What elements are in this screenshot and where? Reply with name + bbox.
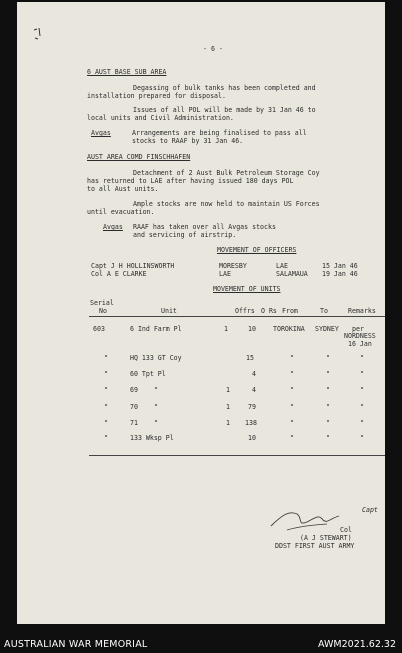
cell-ors: 15 bbox=[246, 354, 254, 362]
cell-remarks: 16 Jan bbox=[348, 340, 372, 348]
cell-remarks: " bbox=[360, 370, 364, 378]
paragraph-line: has returned to LAE after having issued 180 days POL bbox=[87, 177, 294, 185]
paragraph-line: stocks to RAAF by 31 Jan 46. bbox=[132, 137, 244, 145]
cell-from: " bbox=[290, 386, 294, 394]
cell-remarks: per bbox=[352, 325, 364, 333]
signatory-name: (A J STEWART) bbox=[300, 534, 352, 542]
officer-name: Capt J H HOLLINSWORTH bbox=[91, 262, 175, 270]
col-remarks: Remarks bbox=[348, 307, 376, 315]
cell-from: " bbox=[290, 354, 294, 362]
cell-offrs: 1 bbox=[224, 325, 228, 333]
officer-date: 15 Jan 46 bbox=[322, 262, 358, 270]
cell-from: " bbox=[290, 403, 294, 411]
paragraph-line: RAAF has taken over all Avgas stocks bbox=[133, 223, 276, 231]
col-serial-no: No bbox=[99, 307, 107, 315]
footer-institution: AUSTRALIAN WAR MEMORIAL bbox=[4, 639, 148, 650]
signature-handwritten-rank: Capt bbox=[362, 506, 378, 514]
cell-unit: 69 " bbox=[130, 386, 158, 394]
footer-accession-number: AWM2021.62.32 bbox=[318, 639, 396, 650]
cell-remarks: " bbox=[360, 419, 364, 427]
cell-serial: " bbox=[104, 419, 108, 427]
section-heading-base-sub-area: 6 AUST BASE SUB AREA bbox=[87, 68, 167, 76]
paragraph-line: local units and Civil Administration. bbox=[87, 114, 234, 122]
cell-serial: " bbox=[104, 434, 108, 442]
units-heading: MOVEMENT OF UNITS bbox=[213, 285, 281, 293]
table-header-rule bbox=[89, 316, 385, 317]
signature-rank-suffix: Col bbox=[340, 526, 352, 534]
cell-from: " bbox=[290, 370, 294, 378]
cell-unit: HQ 133 GT Coy bbox=[130, 354, 182, 362]
paragraph-line: Arrangements are being finalised to pass all bbox=[132, 129, 307, 137]
cell-ors: 10 bbox=[248, 434, 256, 442]
officer-date: 19 Jan 46 bbox=[322, 270, 358, 278]
cell-unit: 60 Tpt Pl bbox=[130, 370, 166, 378]
paragraph-line: to all Aust units. bbox=[87, 185, 159, 193]
paragraph-line: Degassing of bulk tanks has been completed and bbox=[133, 84, 316, 92]
section-heading-area-comd: AUST AREA COMD FINSCHHAFEN bbox=[87, 153, 191, 161]
cell-to: " bbox=[326, 434, 330, 442]
paragraph-line: until evacuation. bbox=[87, 208, 155, 216]
cell-serial: " bbox=[104, 403, 108, 411]
cell-ors: 138 bbox=[245, 419, 257, 427]
cell-serial: " bbox=[104, 370, 108, 378]
officer-from: LAE bbox=[219, 270, 231, 278]
cell-unit: 133 Wksp Pl bbox=[130, 434, 174, 442]
cell-serial: " bbox=[104, 386, 108, 394]
avgas-label: Avgas bbox=[91, 129, 111, 137]
cell-to: " bbox=[326, 354, 330, 362]
officer-to: SALAMAUA bbox=[276, 270, 308, 278]
cell-to: " bbox=[326, 403, 330, 411]
handwritten-signature bbox=[267, 500, 347, 534]
cell-from: " bbox=[290, 419, 294, 427]
cell-unit: 6 Ind Farm Pl bbox=[130, 325, 182, 333]
cell-offrs: 1 bbox=[226, 403, 230, 411]
cell-to: " bbox=[326, 386, 330, 394]
cell-ors: 10 bbox=[248, 325, 256, 333]
cell-unit: 70 " bbox=[130, 403, 158, 411]
cell-to: " bbox=[326, 419, 330, 427]
cell-ors: 4 bbox=[252, 370, 256, 378]
archive-footer bbox=[0, 636, 402, 653]
cell-to: SYDNEY bbox=[315, 325, 339, 333]
col-offrs: Offrs bbox=[235, 307, 255, 315]
cell-offrs: 1 bbox=[226, 419, 230, 427]
paragraph-line: Ample stocks are now held to maintain US Forces bbox=[133, 200, 320, 208]
cell-unit: 71 " bbox=[130, 419, 158, 427]
col-serial: Serial bbox=[90, 299, 114, 307]
cell-from: " bbox=[290, 434, 294, 442]
paragraph-line: and servicing of airstrip. bbox=[133, 231, 237, 239]
officer-to: LAE bbox=[276, 262, 288, 270]
cell-offrs: 1 bbox=[226, 386, 230, 394]
avgas-label: Avgas bbox=[103, 223, 123, 231]
paragraph-line: installation prepared for disposal. bbox=[87, 92, 226, 100]
page-number: - 6 - bbox=[203, 45, 223, 53]
paragraph-line: Detachment of 2 Aust Bulk Petroleum Storage Coy bbox=[133, 169, 320, 177]
col-ors: O Rs bbox=[261, 307, 277, 315]
cell-ors: 4 bbox=[252, 386, 256, 394]
officer-from: MORESBY bbox=[219, 262, 247, 270]
cell-remarks: " bbox=[360, 403, 364, 411]
cell-serial: " bbox=[104, 354, 108, 362]
signatory-title: DDST FIRST AUST ARMY bbox=[275, 542, 355, 550]
paragraph-line: Issues of all POL will be made by 31 Jan 46 to bbox=[133, 106, 316, 114]
cell-remarks: " bbox=[360, 386, 364, 394]
margin-mark bbox=[31, 26, 45, 42]
col-from: From bbox=[282, 307, 298, 315]
cell-remarks: " bbox=[360, 354, 364, 362]
cell-remarks: " bbox=[360, 434, 364, 442]
col-to: To bbox=[320, 307, 328, 315]
officers-heading: MOVEMENT OF OFFICERS bbox=[217, 246, 297, 254]
cell-serial: 603 bbox=[93, 325, 105, 333]
cell-remarks: NORDNESS bbox=[344, 332, 376, 340]
cell-from: TOROKINA bbox=[273, 325, 305, 333]
officer-name: Col A E CLARKE bbox=[91, 270, 147, 278]
document-page bbox=[17, 2, 385, 624]
cell-to: " bbox=[326, 370, 330, 378]
table-end-rule bbox=[89, 455, 385, 456]
col-unit: Unit bbox=[161, 307, 177, 315]
cell-ors: 79 bbox=[248, 403, 256, 411]
